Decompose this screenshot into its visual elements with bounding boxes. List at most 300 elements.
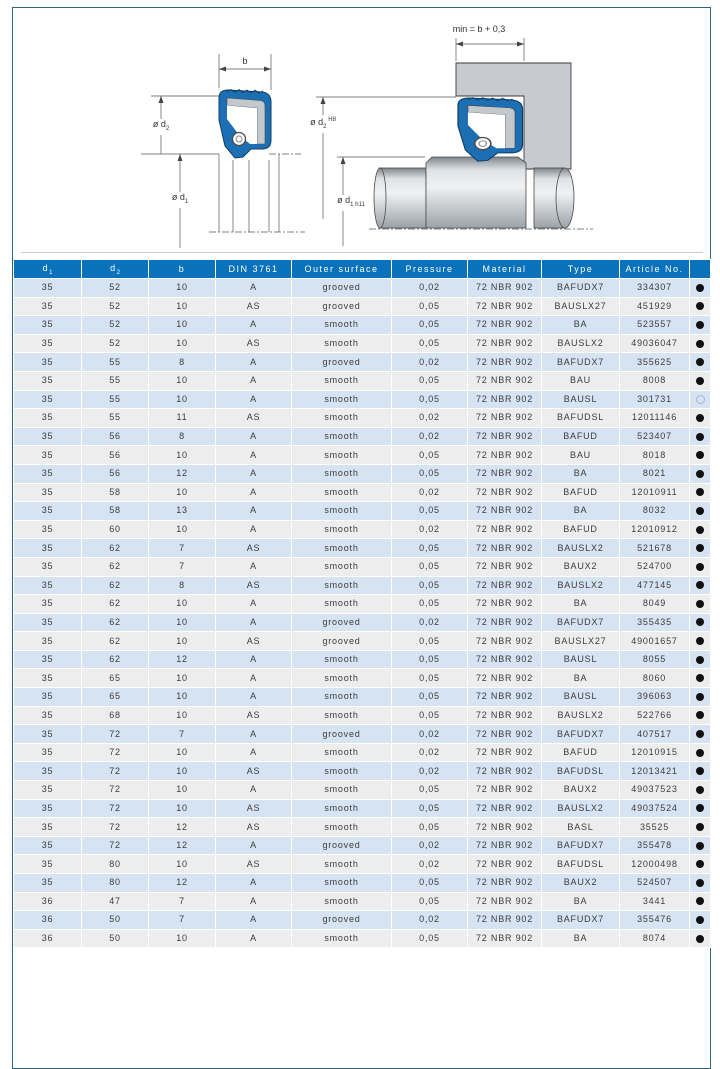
cell-d1: 35 <box>14 297 82 316</box>
cell-type: BAU <box>542 446 620 465</box>
cell-outer-surface: smooth <box>292 334 392 353</box>
cell-b: 10 <box>149 799 216 818</box>
cell-din-3761: A <box>216 613 292 632</box>
table-row <box>14 297 711 316</box>
col-header-din-3761: DIN 3761 <box>216 260 292 279</box>
cell-availability <box>690 464 711 483</box>
cell-d2: 68 <box>82 706 149 725</box>
cell-d2: 72 <box>82 818 149 837</box>
cell-availability <box>690 706 711 725</box>
cell-b: 11 <box>149 409 216 428</box>
table-row <box>14 279 711 298</box>
availability-dot-filled <box>696 618 704 626</box>
table-row <box>14 688 711 707</box>
cell-type: BAUSLX27 <box>542 632 620 651</box>
cell-d2: 80 <box>82 874 149 893</box>
cell-din-3761: A <box>216 725 292 744</box>
cell-d2: 62 <box>82 576 149 595</box>
cell-material: 72 NBR 902 <box>468 502 542 521</box>
cell-d1: 35 <box>14 502 82 521</box>
cell-material: 72 NBR 902 <box>468 446 542 465</box>
cell-pressure: 0,02 <box>392 409 468 428</box>
cell-b: 12 <box>149 874 216 893</box>
cell-availability <box>690 446 711 465</box>
table-row <box>14 669 711 688</box>
cell-material: 72 NBR 902 <box>468 427 542 446</box>
cell-material: 72 NBR 902 <box>468 855 542 874</box>
cell-article-no: 49037524 <box>620 799 690 818</box>
cell-d1: 35 <box>14 762 82 781</box>
cell-type: BAU <box>542 371 620 390</box>
cell-b: 10 <box>149 446 216 465</box>
cell-d2: 55 <box>82 371 149 390</box>
seal-technical-drawing <box>13 8 710 258</box>
cell-type: BAFUDX7 <box>542 279 620 298</box>
table-row <box>14 613 711 632</box>
cell-b: 10 <box>149 483 216 502</box>
cell-type: BAFUDSL <box>542 855 620 874</box>
cell-d1: 35 <box>14 539 82 558</box>
cell-article-no: 355435 <box>620 613 690 632</box>
cell-article-no: 8021 <box>620 464 690 483</box>
cell-availability <box>690 892 711 911</box>
availability-dot-filled <box>696 302 704 310</box>
cell-type: BA <box>542 464 620 483</box>
cell-availability <box>690 502 711 521</box>
cell-pressure: 0,05 <box>392 576 468 595</box>
cell-availability <box>690 874 711 893</box>
cell-pressure: 0,05 <box>392 874 468 893</box>
table-row <box>14 446 711 465</box>
availability-dot-filled <box>696 507 704 515</box>
cell-b: 12 <box>149 818 216 837</box>
cell-article-no: 334307 <box>620 279 690 298</box>
cell-article-no: 49001657 <box>620 632 690 651</box>
cell-d1: 35 <box>14 836 82 855</box>
cell-d2: 72 <box>82 762 149 781</box>
cell-availability <box>690 390 711 409</box>
cell-article-no: 8032 <box>620 502 690 521</box>
cell-material: 72 NBR 902 <box>468 557 542 576</box>
cell-type: BAFUDX7 <box>542 836 620 855</box>
cell-material: 72 NBR 902 <box>468 725 542 744</box>
table-row <box>14 762 711 781</box>
table-row <box>14 781 711 800</box>
cell-d1: 35 <box>14 520 82 539</box>
cell-din-3761: AS <box>216 799 292 818</box>
table-row <box>14 539 711 558</box>
cell-article-no: 451929 <box>620 297 690 316</box>
cell-material: 72 NBR 902 <box>468 632 542 651</box>
cell-din-3761: AS <box>216 409 292 428</box>
table-row <box>14 557 711 576</box>
cell-d2: 58 <box>82 483 149 502</box>
cell-pressure: 0,02 <box>392 743 468 762</box>
availability-dot-filled <box>696 842 704 850</box>
cell-din-3761: AS <box>216 632 292 651</box>
cell-pressure: 0,05 <box>392 669 468 688</box>
cell-type: BAUSL <box>542 390 620 409</box>
cell-outer-surface: smooth <box>292 855 392 874</box>
cell-b: 12 <box>149 650 216 669</box>
cell-pressure: 0,05 <box>392 446 468 465</box>
cell-din-3761: A <box>216 743 292 762</box>
cell-d1: 35 <box>14 446 82 465</box>
cell-type: BA <box>542 595 620 614</box>
cell-b: 10 <box>149 706 216 725</box>
cell-availability <box>690 632 711 651</box>
cell-type: BAUSLX2 <box>542 539 620 558</box>
availability-dot-filled <box>696 433 704 441</box>
cell-d2: 56 <box>82 427 149 446</box>
cell-material: 72 NBR 902 <box>468 316 542 335</box>
cell-material: 72 NBR 902 <box>468 818 542 837</box>
col-header-d1: $d_1$ <box>14 260 82 279</box>
cell-din-3761: A <box>216 688 292 707</box>
availability-dot-filled <box>696 414 704 422</box>
cell-type: BAUSLX2 <box>542 334 620 353</box>
cell-d1: 35 <box>14 557 82 576</box>
cell-type: BAUSLX27 <box>542 297 620 316</box>
cell-outer-surface: smooth <box>292 874 392 893</box>
cell-outer-surface: smooth <box>292 799 392 818</box>
cell-din-3761: AS <box>216 576 292 595</box>
cell-din-3761: A <box>216 483 292 502</box>
cell-outer-surface: grooved <box>292 279 392 298</box>
cell-d2: 52 <box>82 279 149 298</box>
col-header-outer-surface: Outer surface <box>292 260 392 279</box>
availability-dot-filled <box>696 600 704 608</box>
cell-outer-surface: smooth <box>292 650 392 669</box>
cell-availability <box>690 316 711 335</box>
cell-material: 72 NBR 902 <box>468 595 542 614</box>
cell-pressure: 0,05 <box>392 799 468 818</box>
table-row <box>14 706 711 725</box>
cell-availability <box>690 520 711 539</box>
availability-dot-filled <box>696 526 704 534</box>
cell-type: BAFUD <box>542 483 620 502</box>
cell-type: BA <box>542 669 620 688</box>
table-row <box>14 595 711 614</box>
cell-availability <box>690 799 711 818</box>
availability-dot-filled <box>696 656 704 664</box>
cell-material: 72 NBR 902 <box>468 390 542 409</box>
cell-availability <box>690 409 711 428</box>
cell-pressure: 0,02 <box>392 427 468 446</box>
cell-article-no: 12010911 <box>620 483 690 502</box>
cell-type: BA <box>542 892 620 911</box>
availability-dot-filled <box>696 563 704 571</box>
availability-dot-filled <box>696 823 704 831</box>
cell-material: 72 NBR 902 <box>468 297 542 316</box>
table-row <box>14 650 711 669</box>
table-row <box>14 818 711 837</box>
availability-dot-open <box>696 395 705 404</box>
cell-type: BAFUD <box>542 520 620 539</box>
cell-availability <box>690 297 711 316</box>
cell-outer-surface: smooth <box>292 390 392 409</box>
availability-dot-filled <box>696 804 704 812</box>
availability-dot-filled <box>696 488 704 496</box>
cell-b: 10 <box>149 316 216 335</box>
availability-dot-filled <box>696 935 704 943</box>
table-row <box>14 892 711 911</box>
cell-material: 72 NBR 902 <box>468 929 542 948</box>
cell-material: 72 NBR 902 <box>468 799 542 818</box>
cell-d1: 36 <box>14 892 82 911</box>
cell-article-no: 396063 <box>620 688 690 707</box>
table-row <box>14 334 711 353</box>
cell-d2: 50 <box>82 929 149 948</box>
cell-d2: 55 <box>82 409 149 428</box>
cell-b: 7 <box>149 557 216 576</box>
cell-material: 72 NBR 902 <box>468 464 542 483</box>
cell-d1: 35 <box>14 874 82 893</box>
cell-d2: 62 <box>82 650 149 669</box>
cell-material: 72 NBR 902 <box>468 743 542 762</box>
cell-outer-surface: smooth <box>292 409 392 428</box>
cell-d2: 62 <box>82 557 149 576</box>
cell-b: 10 <box>149 595 216 614</box>
cell-outer-surface: smooth <box>292 706 392 725</box>
cell-pressure: 0,05 <box>392 464 468 483</box>
spec-table-head <box>14 260 711 279</box>
cell-article-no: 8055 <box>620 650 690 669</box>
cell-d1: 35 <box>14 427 82 446</box>
cell-din-3761: A <box>216 929 292 948</box>
availability-dot-filled <box>696 730 704 738</box>
cell-type: BA <box>542 502 620 521</box>
cell-b: 8 <box>149 427 216 446</box>
cell-b: 10 <box>149 371 216 390</box>
cell-type: BA <box>542 316 620 335</box>
cell-din-3761: A <box>216 836 292 855</box>
cell-d1: 35 <box>14 483 82 502</box>
cell-material: 72 NBR 902 <box>468 781 542 800</box>
left-outer-dia-label: ø $d_2$ <box>151 119 171 135</box>
table-row <box>14 632 711 651</box>
cell-d2: 60 <box>82 520 149 539</box>
cell-din-3761: A <box>216 911 292 930</box>
col-header-article-no: Article No. <box>620 260 690 279</box>
availability-dot-filled <box>696 340 704 348</box>
cell-outer-surface: smooth <box>292 464 392 483</box>
cell-article-no: 8049 <box>620 595 690 614</box>
cell-d1: 35 <box>14 613 82 632</box>
cell-availability <box>690 855 711 874</box>
cell-d1: 35 <box>14 706 82 725</box>
cell-type: BAFUDSL <box>542 762 620 781</box>
availability-dot-filled <box>696 786 704 794</box>
availability-dot-filled <box>696 377 704 385</box>
cell-article-no: 407517 <box>620 725 690 744</box>
cell-availability <box>690 688 711 707</box>
col-header-b: b <box>149 260 216 279</box>
cell-din-3761: A <box>216 390 292 409</box>
cell-din-3761: A <box>216 781 292 800</box>
cell-din-3761: AS <box>216 297 292 316</box>
table-row <box>14 316 711 335</box>
cell-article-no: 301731 <box>620 390 690 409</box>
cell-d2: 56 <box>82 446 149 465</box>
cell-outer-surface: smooth <box>292 446 392 465</box>
cell-article-no: 522766 <box>620 706 690 725</box>
cell-d2: 56 <box>82 464 149 483</box>
cell-outer-surface: grooved <box>292 613 392 632</box>
cell-pressure: 0,02 <box>392 762 468 781</box>
cell-d1: 35 <box>14 464 82 483</box>
cell-outer-surface: smooth <box>292 762 392 781</box>
cell-material: 72 NBR 902 <box>468 706 542 725</box>
table-row <box>14 929 711 948</box>
left-inner-dia-label: ø $d_1$ <box>170 192 190 208</box>
cell-type: BASL <box>542 818 620 837</box>
cell-b: 8 <box>149 353 216 372</box>
cell-type: BAFUD <box>542 743 620 762</box>
cell-din-3761: A <box>216 557 292 576</box>
cell-type: BAFUDX7 <box>542 353 620 372</box>
cell-outer-surface: smooth <box>292 576 392 595</box>
table-row <box>14 409 711 428</box>
shaft <box>374 157 574 228</box>
availability-dot-filled <box>696 358 704 366</box>
cell-availability <box>690 762 711 781</box>
cell-d1: 35 <box>14 818 82 837</box>
table-row <box>14 464 711 483</box>
cell-outer-surface: grooved <box>292 836 392 855</box>
mounted-seal-cross-section <box>458 98 522 162</box>
cell-pressure: 0,05 <box>392 706 468 725</box>
cell-availability <box>690 539 711 558</box>
cell-d1: 35 <box>14 799 82 818</box>
cell-pressure: 0,02 <box>392 353 468 372</box>
cell-d1: 36 <box>14 929 82 948</box>
cell-material: 72 NBR 902 <box>468 613 542 632</box>
table-row <box>14 390 711 409</box>
cell-d1: 35 <box>14 316 82 335</box>
cell-din-3761: A <box>216 427 292 446</box>
cell-d1: 35 <box>14 576 82 595</box>
cell-type: BAUX2 <box>542 557 620 576</box>
cell-pressure: 0,05 <box>392 297 468 316</box>
cell-d2: 65 <box>82 669 149 688</box>
cell-type: BAUSLX2 <box>542 706 620 725</box>
cell-type: BAFUDX7 <box>542 911 620 930</box>
cell-b: 12 <box>149 836 216 855</box>
cell-availability <box>690 743 711 762</box>
cell-pressure: 0,02 <box>392 855 468 874</box>
cell-outer-surface: smooth <box>292 781 392 800</box>
cell-outer-surface: grooved <box>292 297 392 316</box>
table-row <box>14 576 711 595</box>
cell-b: 7 <box>149 911 216 930</box>
cell-type: BAUSLX2 <box>542 576 620 595</box>
cell-outer-surface: smooth <box>292 557 392 576</box>
cell-d2: 55 <box>82 390 149 409</box>
cell-outer-surface: grooved <box>292 725 392 744</box>
cell-din-3761: A <box>216 353 292 372</box>
cell-material: 72 NBR 902 <box>468 279 542 298</box>
cell-d2: 47 <box>82 892 149 911</box>
cell-type: BAFUDX7 <box>542 725 620 744</box>
cell-outer-surface: smooth <box>292 427 392 446</box>
cell-b: 10 <box>149 613 216 632</box>
cell-din-3761: A <box>216 650 292 669</box>
cell-d1: 35 <box>14 279 82 298</box>
cell-d1: 35 <box>14 390 82 409</box>
cell-material: 72 NBR 902 <box>468 650 542 669</box>
cell-outer-surface: smooth <box>292 892 392 911</box>
cell-availability <box>690 650 711 669</box>
cell-availability <box>690 353 711 372</box>
cell-article-no: 355476 <box>620 911 690 930</box>
cell-material: 72 NBR 902 <box>468 762 542 781</box>
cell-material: 72 NBR 902 <box>468 409 542 428</box>
cell-din-3761: A <box>216 502 292 521</box>
cell-din-3761: AS <box>216 855 292 874</box>
cell-pressure: 0,05 <box>392 557 468 576</box>
cell-type: BAFUDSL <box>542 409 620 428</box>
cell-material: 72 NBR 902 <box>468 911 542 930</box>
availability-dot-filled <box>696 767 704 775</box>
cell-article-no: 355478 <box>620 836 690 855</box>
availability-dot-filled <box>696 916 704 924</box>
cell-b: 10 <box>149 520 216 539</box>
cell-b: 10 <box>149 855 216 874</box>
cell-material: 72 NBR 902 <box>468 688 542 707</box>
cell-availability <box>690 279 711 298</box>
cell-pressure: 0,02 <box>392 520 468 539</box>
cell-d2: 72 <box>82 725 149 744</box>
cell-d1: 35 <box>14 632 82 651</box>
cell-d2: 72 <box>82 799 149 818</box>
availability-dot-filled <box>696 470 704 478</box>
cell-b: 10 <box>149 688 216 707</box>
cell-type: BAUX2 <box>542 781 620 800</box>
cell-b: 10 <box>149 743 216 762</box>
cell-type: BAUX2 <box>542 874 620 893</box>
cell-d2: 58 <box>82 502 149 521</box>
cell-outer-surface: smooth <box>292 688 392 707</box>
cell-outer-surface: smooth <box>292 520 392 539</box>
availability-dot-filled <box>696 879 704 887</box>
cell-pressure: 0,02 <box>392 911 468 930</box>
cell-d2: 72 <box>82 743 149 762</box>
cell-article-no: 12000498 <box>620 855 690 874</box>
cell-d2: 62 <box>82 613 149 632</box>
cell-outer-surface: smooth <box>292 669 392 688</box>
cell-b: 8 <box>149 576 216 595</box>
cell-b: 12 <box>149 464 216 483</box>
cell-material: 72 NBR 902 <box>468 371 542 390</box>
col-header-availability <box>690 260 711 279</box>
cell-d1: 35 <box>14 650 82 669</box>
cell-din-3761: A <box>216 874 292 893</box>
cell-din-3761: A <box>216 520 292 539</box>
cell-article-no: 477145 <box>620 576 690 595</box>
cell-din-3761: AS <box>216 334 292 353</box>
cell-article-no: 524700 <box>620 557 690 576</box>
cell-type: BAUSLX2 <box>542 799 620 818</box>
cell-d1: 35 <box>14 595 82 614</box>
cell-d2: 62 <box>82 539 149 558</box>
cell-availability <box>690 836 711 855</box>
cell-outer-surface: smooth <box>292 316 392 335</box>
table-row <box>14 427 711 446</box>
cell-availability <box>690 669 711 688</box>
cell-outer-surface: grooved <box>292 353 392 372</box>
cell-d2: 52 <box>82 316 149 335</box>
